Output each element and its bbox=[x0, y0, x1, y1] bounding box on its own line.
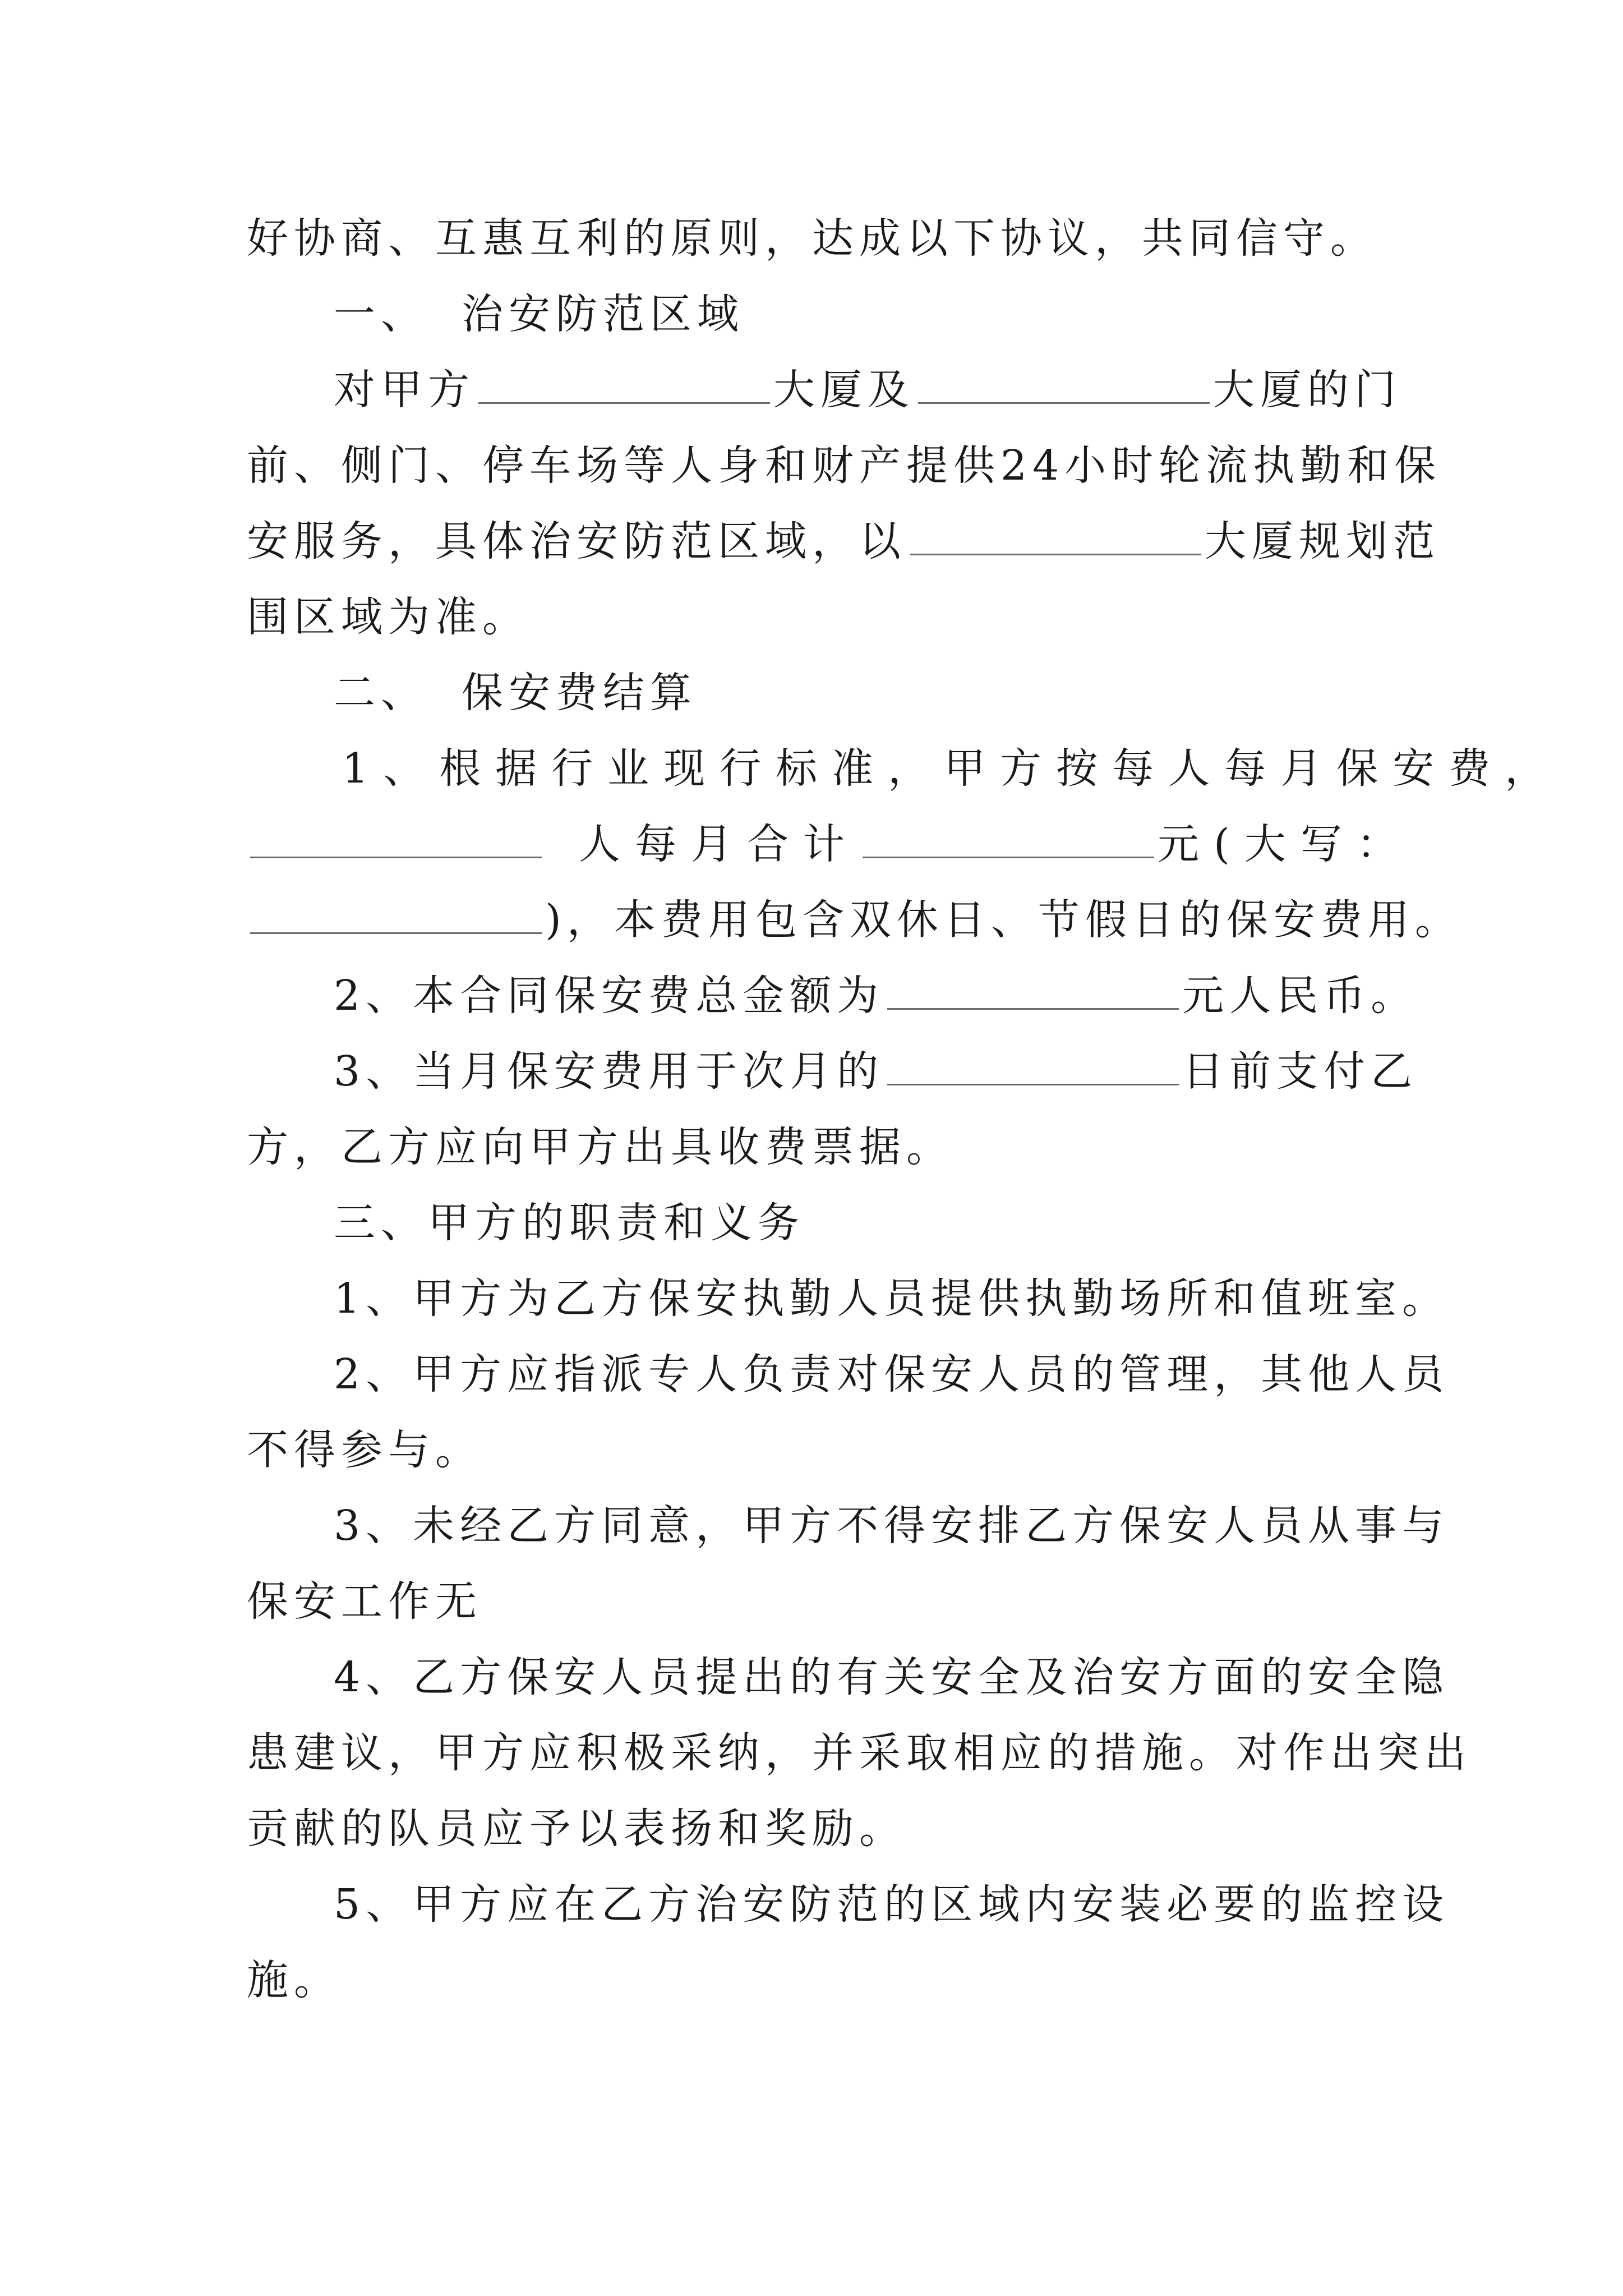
paragraph-line bbox=[334, 1346, 1449, 1402]
text: 保安工作无 bbox=[247, 1577, 482, 1626]
section-title: 保安费结算 bbox=[462, 669, 697, 717]
fill-in-blank[interactable] bbox=[250, 894, 542, 934]
paragraph-line bbox=[247, 892, 1462, 948]
text: 1、甲方为乙方保安执勤人员提供执勤场所和值班室。 bbox=[334, 1274, 1450, 1323]
text: 人每月合计 bbox=[579, 820, 859, 868]
text: 对甲方 bbox=[334, 366, 475, 414]
paragraph-line bbox=[334, 1649, 1449, 1705]
text: 患建议，甲方应积极采纳，并采取相应的措施。对作出突出 bbox=[247, 1729, 1472, 1777]
paragraph-line bbox=[247, 1725, 1472, 1781]
text: 不得参与。 bbox=[247, 1426, 482, 1474]
paragraph-line bbox=[334, 968, 1418, 1024]
section-heading bbox=[334, 665, 697, 721]
text: 大厦及 bbox=[773, 366, 915, 414]
section-heading bbox=[334, 1195, 805, 1251]
text: 围区域为准。 bbox=[247, 593, 529, 641]
fill-in-blank[interactable] bbox=[887, 1046, 1179, 1085]
paragraph-line bbox=[247, 816, 1413, 872]
text: 安服务，具体治安防范区域，以 bbox=[247, 517, 906, 565]
text: 大厦规划范 bbox=[1205, 517, 1440, 565]
paragraph-line bbox=[334, 1271, 1449, 1327]
fill-in-blank[interactable] bbox=[910, 516, 1201, 555]
text: 施。 bbox=[247, 1956, 341, 2004]
fill-in-blank[interactable] bbox=[887, 970, 1179, 1010]
text: 2、甲方应指派专人负责对保安人员的管理，其他人员 bbox=[334, 1350, 1450, 1398]
text: 4、乙方保安人员提出的有关安全及治安方面的安全隐 bbox=[334, 1653, 1450, 1701]
text: 前、侧门、停车场等人身和财产提供24小时轮流执勤和保 bbox=[247, 441, 1442, 490]
paragraph-line bbox=[247, 1573, 482, 1630]
text: 5、甲方应在乙方治安防范的区域内安装必要的监控设 bbox=[334, 1880, 1450, 1929]
paragraph-line bbox=[247, 1952, 341, 2008]
paragraph-line bbox=[334, 1876, 1449, 1932]
text: 3、未经乙方同意，甲方不得安排乙方保安人员从事与 bbox=[334, 1502, 1450, 1550]
fill-in-blank[interactable] bbox=[478, 364, 770, 404]
paragraph-line bbox=[247, 1119, 953, 1175]
text: 1、根据行业现行标准，甲方按每人每月保安费， bbox=[342, 744, 1561, 793]
section-number: 一、 bbox=[334, 290, 428, 338]
paragraph-line bbox=[247, 513, 1440, 569]
text: 元(大写： bbox=[1158, 820, 1413, 868]
section-title: 三、甲方的职责和义务 bbox=[334, 1199, 805, 1247]
fill-in-blank[interactable] bbox=[918, 364, 1210, 404]
text: 2、本合同保安费总金额为 bbox=[334, 972, 884, 1020]
text: 贡献的队员应予以表扬和奖励。 bbox=[247, 1805, 906, 1853]
text: 元人民币。 bbox=[1182, 972, 1418, 1020]
paragraph-line bbox=[247, 210, 1377, 266]
section-number: 二、 bbox=[334, 669, 428, 717]
text: 大厦的门 bbox=[1213, 366, 1401, 414]
fill-in-blank[interactable] bbox=[250, 818, 542, 858]
paragraph-line bbox=[247, 1422, 482, 1478]
paragraph-line bbox=[342, 740, 1561, 797]
section-heading bbox=[334, 286, 744, 342]
text: 日前支付乙 bbox=[1182, 1047, 1418, 1096]
fill-in-blank[interactable] bbox=[863, 818, 1154, 858]
text: 好协商、互惠互利的原则，达成以下协议，共同信守。 bbox=[247, 214, 1377, 263]
section-title: 治安防范区域 bbox=[462, 290, 744, 338]
paragraph-line bbox=[334, 362, 1401, 418]
paragraph-line bbox=[334, 1498, 1449, 1554]
text: )，本费用包含双休日、节假日的保安费用。 bbox=[545, 896, 1462, 944]
paragraph-line bbox=[247, 1801, 906, 1857]
paragraph-line bbox=[334, 1043, 1418, 1099]
paragraph-line bbox=[247, 438, 1441, 494]
text: 3、当月保安费用于次月的 bbox=[334, 1047, 884, 1096]
text: 方，乙方应向甲方出具收费票据。 bbox=[247, 1123, 953, 1171]
paragraph-line bbox=[247, 589, 529, 645]
